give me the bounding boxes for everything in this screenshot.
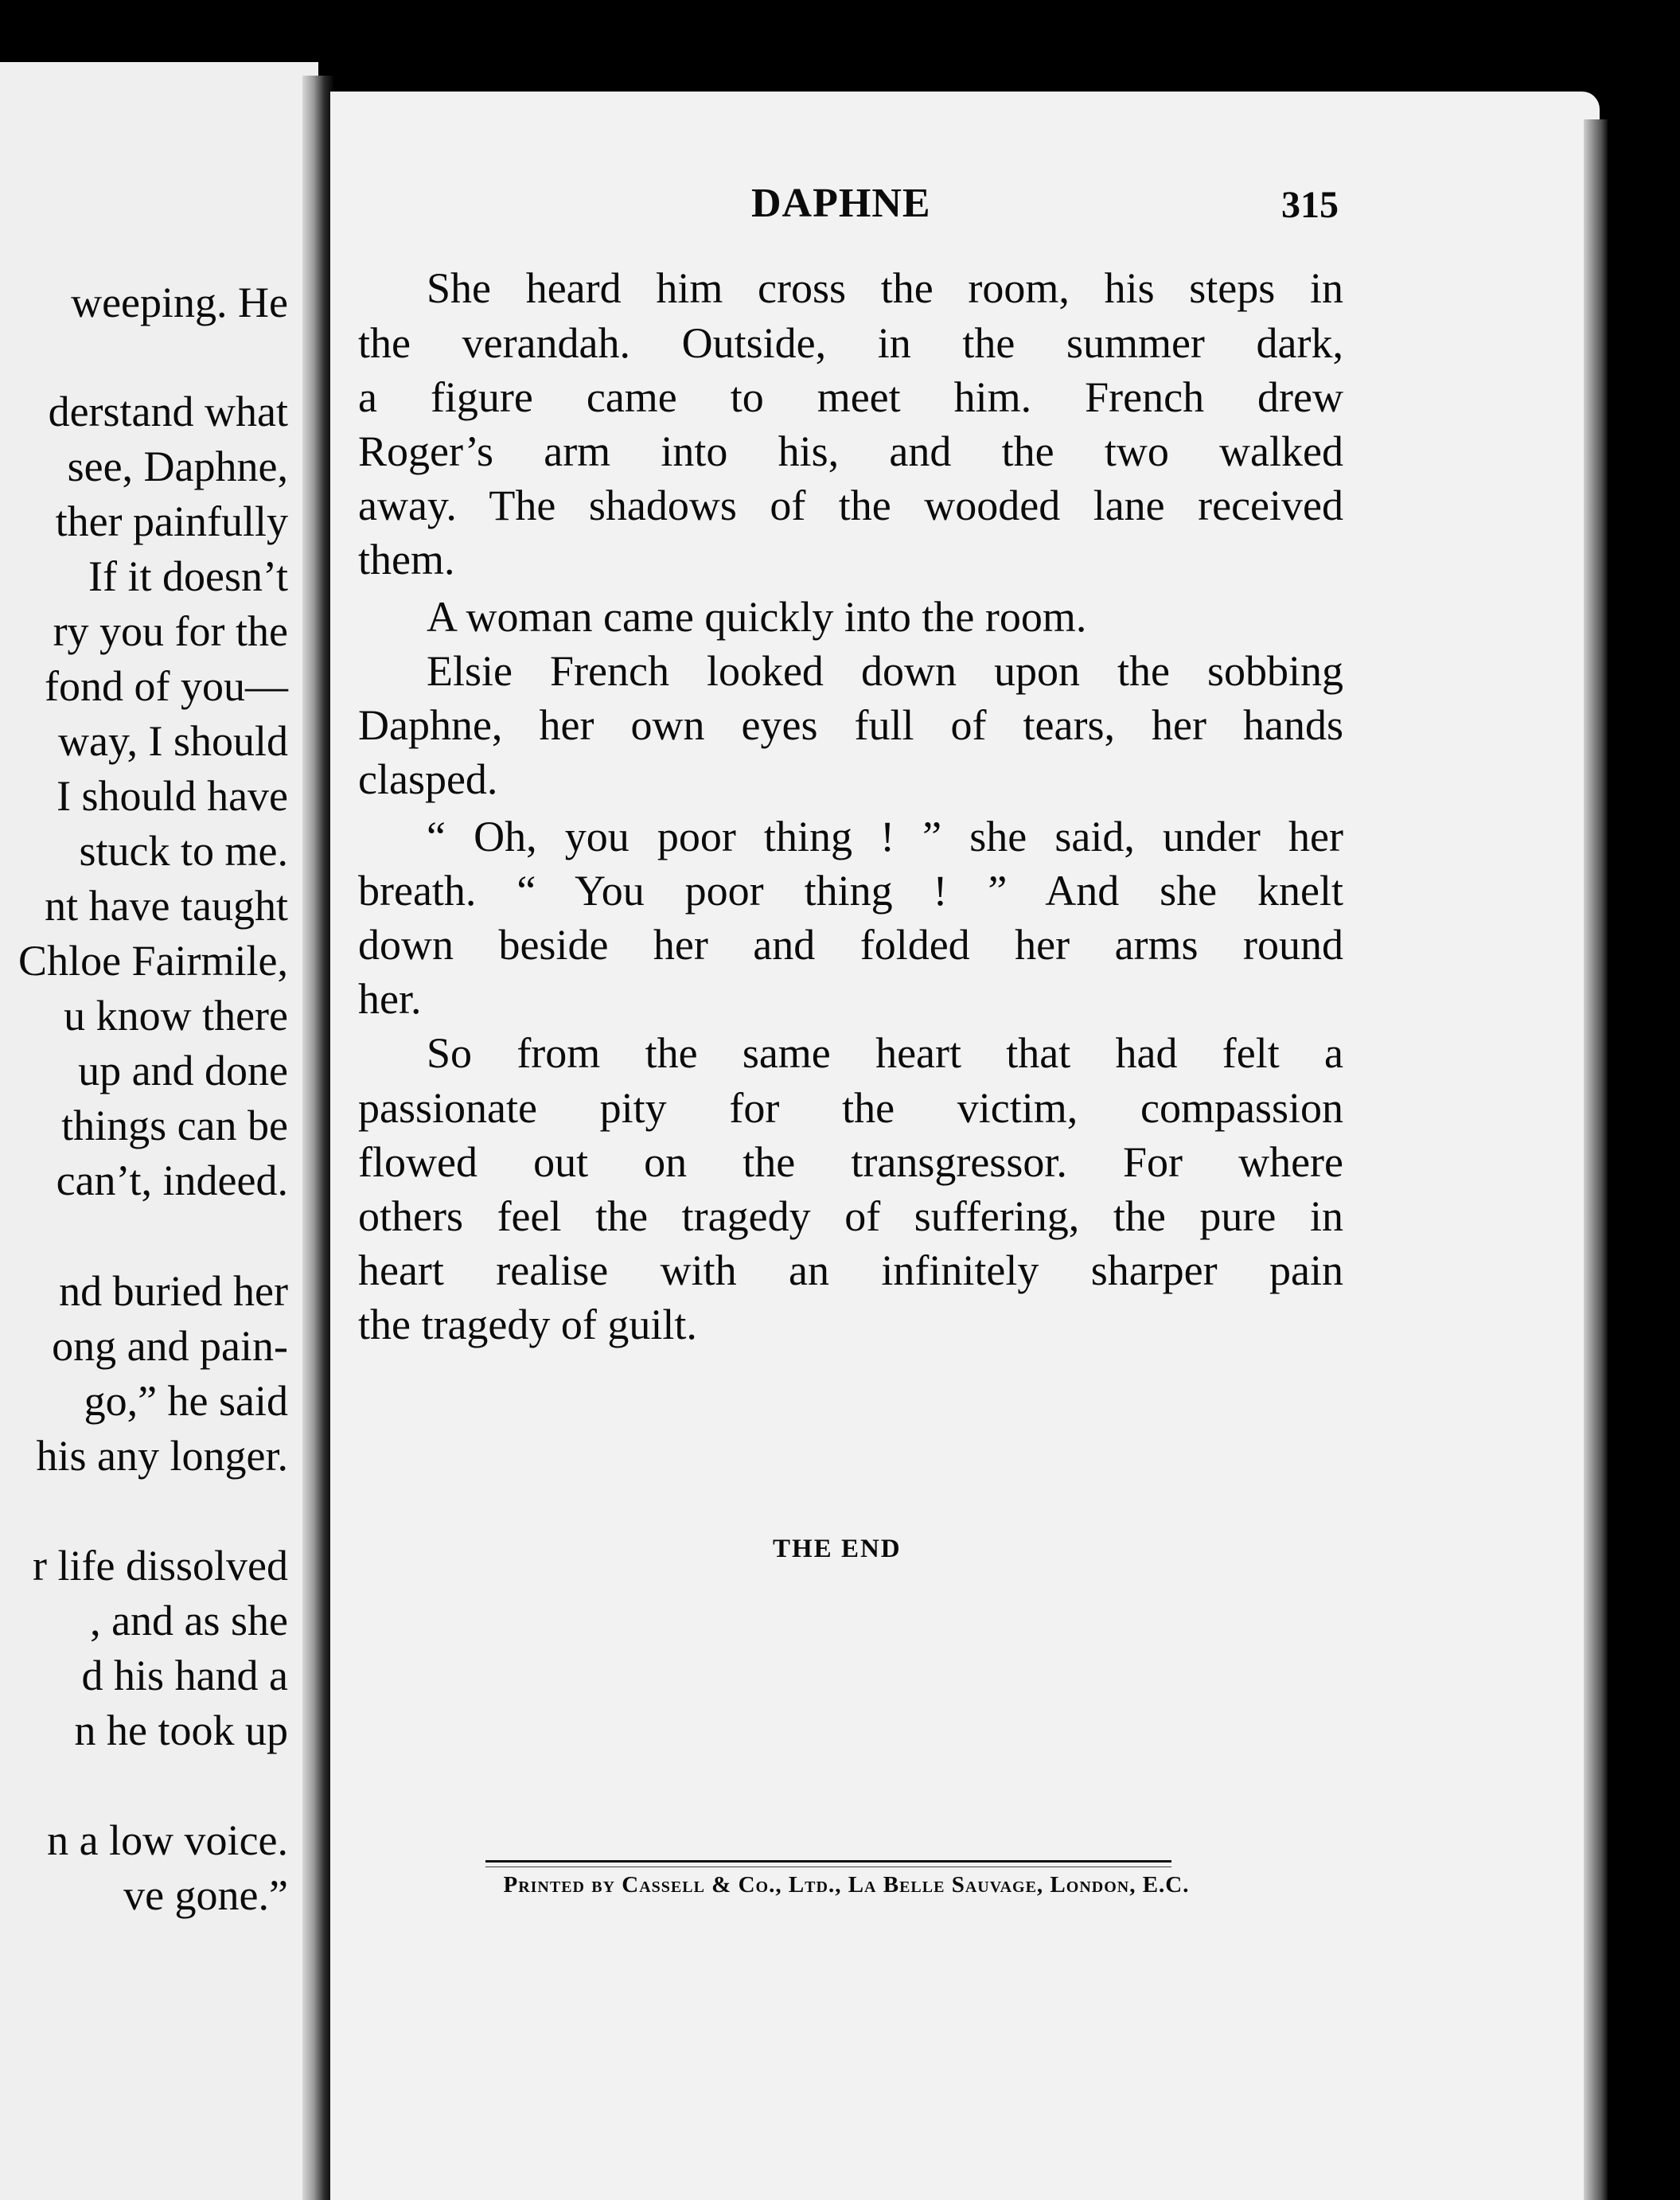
left-page-line: derstand what [48, 388, 288, 435]
page-edge [1584, 119, 1608, 2200]
left-page-line: can’t, indeed. [56, 1157, 288, 1204]
left-page-line: u know there [64, 992, 288, 1040]
left-page-line: ther painfully [55, 497, 288, 545]
body-line: Elsie French looked down upon the sobbing [427, 647, 1343, 695]
body-line: them. [358, 536, 455, 583]
left-page-line: weeping. He [71, 279, 288, 326]
left-page-line: up and done [78, 1047, 288, 1094]
left-page-line: nt have taught [45, 882, 288, 930]
book-gutter [302, 76, 334, 2200]
body-line: A woman came quickly into the room. [427, 593, 1087, 641]
imprint-rule [485, 1860, 1171, 1863]
left-page [0, 62, 318, 2200]
left-page-line: , and as she [90, 1597, 288, 1644]
left-page-line: see, Daphne, [67, 443, 288, 490]
body-line: clasped. [358, 755, 498, 803]
left-page-line: I should have [57, 772, 288, 820]
body-line: down beside her and folded her arms round [358, 921, 1343, 969]
left-page-line: ong and pain- [52, 1322, 288, 1370]
running-head: DAPHNE [751, 181, 931, 226]
body-line: the verandah. Outside, in the summer dark, [358, 319, 1343, 367]
left-page-line: things can be [61, 1102, 288, 1149]
left-page-line: ve gone.” [123, 1871, 288, 1919]
the-end-heading: THE END [773, 1535, 902, 1563]
left-page-line: d his hand a [81, 1652, 288, 1699]
left-page-line: fond of you— [45, 662, 288, 710]
body-line: heart realise with an infinitely sharper pain [358, 1246, 1343, 1294]
left-page-line: go,” he said [84, 1377, 288, 1425]
imprint-rule [485, 1866, 1171, 1867]
body-line: the tragedy of guilt. [358, 1301, 697, 1348]
left-page-line: his any longer. [36, 1432, 288, 1480]
left-page-line: nd buried her [59, 1267, 288, 1315]
body-line: her. [358, 975, 422, 1023]
body-line: passionate pity for the victim, compassion [358, 1084, 1343, 1132]
body-line: flowed out on the transgressor. For where [358, 1138, 1343, 1186]
left-page-line: Chloe Fairmile, [18, 937, 288, 985]
body-line: breath. “ You poor thing ! ” And she knelt [358, 867, 1343, 915]
left-page-line: n he took up [74, 1707, 288, 1754]
printer-imprint: Printed by Cassell & Co., Ltd., La Belle Sauvage, London, E.C. [503, 1872, 1190, 1898]
left-page-line: stuck to me. [79, 827, 288, 875]
left-page-line: r life dissolved [33, 1542, 288, 1590]
body-line: a figure came to meet him. French drew [358, 373, 1343, 421]
body-line: away. The shadows of the wooded lane received [358, 482, 1343, 529]
page-number: 315 [1281, 184, 1339, 226]
body-line: “ Oh, you poor thing ! ” she said, under her [427, 813, 1343, 860]
body-line: Roger’s arm into his, and the two walked [358, 427, 1343, 475]
left-page-line: ry you for the [53, 607, 288, 655]
body-line: She heard him cross the room, his steps in [427, 264, 1343, 312]
body-line: Daphne, her own eyes full of tears, her hands [358, 701, 1343, 749]
left-page-line: n a low voice. [47, 1816, 288, 1864]
left-page-line: way, I should [58, 717, 288, 765]
left-page-line: If it doesn’t [88, 552, 288, 600]
body-line: others feel the tragedy of suffering, the pure in [358, 1192, 1343, 1240]
body-line: So from the same heart that had felt a [427, 1029, 1343, 1077]
